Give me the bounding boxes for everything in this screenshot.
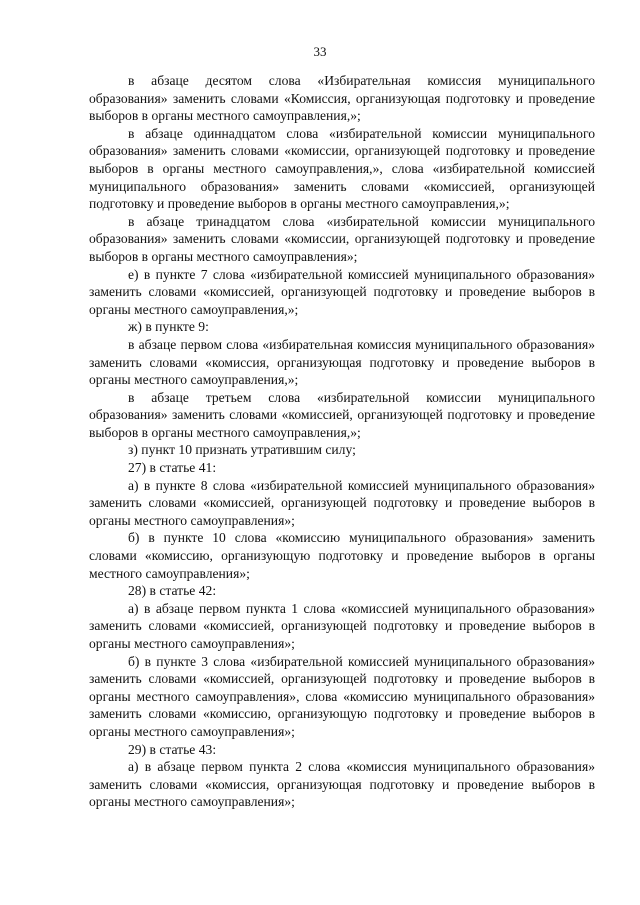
- paragraph: в абзаце десятом слова «Избирательная комиссия муниципального образования» заменить словами «Комиссия, организующая подготовку и проведение выборов в органы местного самоуправления,»;: [89, 73, 595, 124]
- page-number: 33: [313, 44, 327, 59]
- paragraph: в абзаце одиннадцатом слова «избирательной комиссии муниципального образования» заменить словами «комиссии, организующей подготовку и проведение выборов в органы местного самоуправления,», слова «избирательной комиссией муниципального образования» заменить словами «комиссией, организующей подготовку и проведение выборов в органы местного самоуправления,»;: [89, 125, 595, 212]
- paragraph: ж) в пункте 9:: [128, 319, 209, 335]
- paragraph: б) в пункте 3 слова «избирательной комиссией муниципального образования» заменить словами «комиссией, организующей подготовку и проведение выборов в органы местного самоуправления», слова «комиссию муниципального образования» заменить словами «комиссию, организующую подготовку и проведение выборов в органы местного самоуправления»;: [89, 653, 595, 739]
- paragraph: 29) в статье 43:: [128, 741, 217, 757]
- paragraph: в абзаце первом слова «избирательная комиссия муниципального образования» заменить словами «комиссия, организующая подготовку и проведение выборов в органы местного самоуправления,»;: [89, 336, 595, 388]
- paragraph: а) в пункте 8 слова «избирательной комиссией муниципального образования» заменить словами «комиссией, организующей подготовку и проведение выборов в органы местного самоуправления»;: [89, 477, 595, 528]
- paragraph: а) в абзаце первом пункта 2 слова «комиссия муниципального образования» заменить словами «комиссия, организующая подготовку и проведение выборов в органы местного самоуправления»;: [89, 759, 595, 810]
- document-body: [89, 72, 595, 811]
- paragraph: в абзаце третьем слова «избирательной комиссии муниципального образования» заменить словами «комиссией, организующей подготовку и проведение выборов в органы местного самоуправления,»;: [89, 389, 595, 440]
- paragraph: в абзаце тринадцатом слова «избирательной комиссии муниципального образования» заменить словами «комиссии, организующей подготовку и проведение выборов в органы местного самоуправления»;: [89, 213, 595, 264]
- paragraph: з) пункт 10 признать утратившим силу;: [128, 442, 356, 458]
- paragraph: е) в пункте 7 слова «избирательной комиссией муниципального образования» заменить словами «комиссией, организующей подготовку и проведение выборов в органы местного самоуправления,»;: [89, 266, 595, 317]
- paragraph: 27) в статье 41:: [128, 460, 217, 476]
- paragraph: б) в пункте 10 слова «комиссию муниципального образования» заменить словами «комиссию, организующую подготовку и проведение выборов в органы местного самоуправления»;: [89, 530, 595, 581]
- paragraph: а) в абзаце первом пункта 1 слова «комиссией муниципального образования» заменить словами «комиссией, организующей подготовку и проведение выборов в органы местного самоуправления»;: [89, 600, 595, 651]
- paragraph: 28) в статье 42:: [128, 583, 217, 599]
